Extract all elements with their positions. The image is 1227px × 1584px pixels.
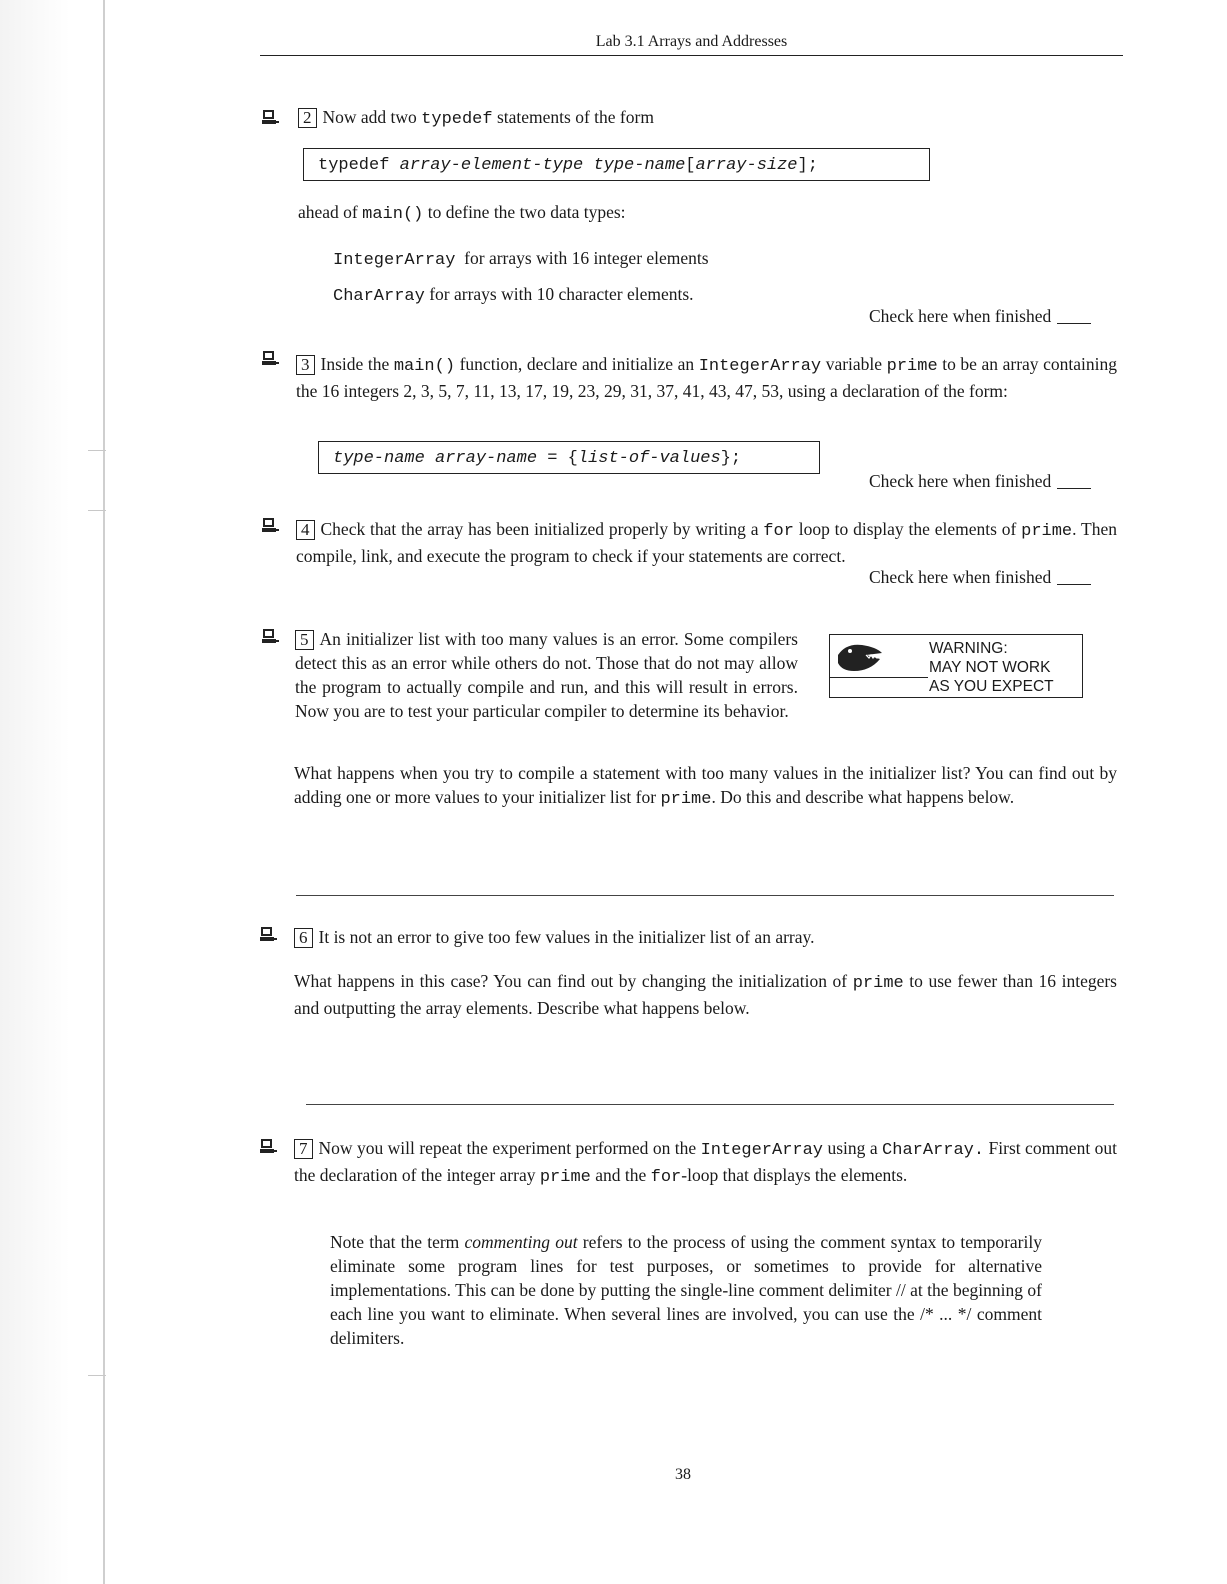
step-number: 4 [296,520,315,540]
header-title: Lab 3.1 Arrays and Addresses [595,33,788,50]
computer-icon [262,350,280,366]
step-number: 7 [294,1139,313,1159]
answer-line[interactable] [296,895,1114,896]
step-number: 3 [296,355,315,375]
warning-box [829,634,1083,698]
computer-icon [260,1138,278,1154]
step-5-text: 5 An initializer list with too many values is an error. Some compilers detect this as an error while others do not. Those that do not may allow the program to actually compile and run, and this will result in errors. Now you are to test your particular compiler to determine its behavior. [295,629,798,721]
step-number: 6 [294,928,313,948]
step-2-intro: 2 Now add two typedef statements of the form [298,105,1118,132]
declaration-syntax-box: type-name array-name = {list-of-values}; [318,441,820,474]
computer-icon [262,628,280,644]
page-header [260,33,1123,56]
step-6-text: 6 It is not an error to give too few values in the initializer list of an array. [294,925,1117,949]
step-7-text: 7 Now you will repeat the experiment performed on the IntegerArray using a CharArray. First comment out the declaration of the integer array prime and the for-loop that displays the elements. [294,1138,1117,1187]
binding-mark [88,450,106,451]
commenting-out-note: Note that the term commenting out refers to the process of using the comment syntax to temporarily eliminate some program lines for test purposes, or sometimes to provide for alternative implementations. This can be done by putting the single-line comment delimiter // at the beginning of each line you want to eliminate. When several lines are involved, you can use the /* ... */ comment delimiters. [330,1232,1042,1348]
computer-icon [260,926,278,942]
type-integerarray: IntegerArray for arrays with 16 integer elements [333,248,709,270]
step-4-text: 4 Check that the array has been initialized properly by writing a for loop to display the elements of prime. Then compile, link, and execute the program to check if your statements are correct. [296,519,1117,566]
check-finished: Check here when finished [869,471,1091,492]
step-5-question: What happens when you try to compile a statement with too many values in the initializer list? You can find out by adding one or more values to your initializer list for prime. Do this and describe what happens below. [294,763,1117,809]
step-6-question: What happens in this case? You can find out by changing the initialization of prime to use fewer than 16 integers and outputting the array elements. Describe what happens below. [294,971,1117,1018]
check-finished: Check here when finished [869,306,1091,327]
type-chararray: CharArray for arrays with 10 character elements. [333,284,694,306]
checkbox-blank[interactable] [1057,323,1091,324]
step-3-text: 3 Inside the main() function, declare and initialize an IntegerArray variable prime to be an array containing the 16 integers 2, 3, 5, 7, 11, 13, 17, 19, 23, 29, 31, 37, 41, 43, 47, 53, using a declaration of the form: [296,354,1117,401]
binding-mark [88,510,106,511]
page-binding-shade [0,0,70,1584]
step-2-ahead: ahead of main() to define the two data types: [298,202,626,224]
step-number: 5 [295,630,314,650]
step-number: 2 [298,108,317,128]
warning-divider [830,677,928,678]
check-finished: Check here when finished [869,567,1091,588]
warning-text: WARNING: MAY NOT WORK AS YOU EXPECT [929,640,1054,695]
answer-line[interactable] [306,1104,1114,1105]
crocodile-icon [836,641,884,675]
binding-mark [88,1375,106,1376]
page-number: 38 [675,1466,691,1483]
computer-icon [262,517,280,533]
page-binding-line [103,0,105,1584]
checkbox-blank[interactable] [1057,584,1091,585]
computer-icon [262,109,280,125]
checkbox-blank[interactable] [1057,488,1091,489]
typedef-syntax-box: typedef array-element-type type-name[array-size]; [303,148,930,181]
